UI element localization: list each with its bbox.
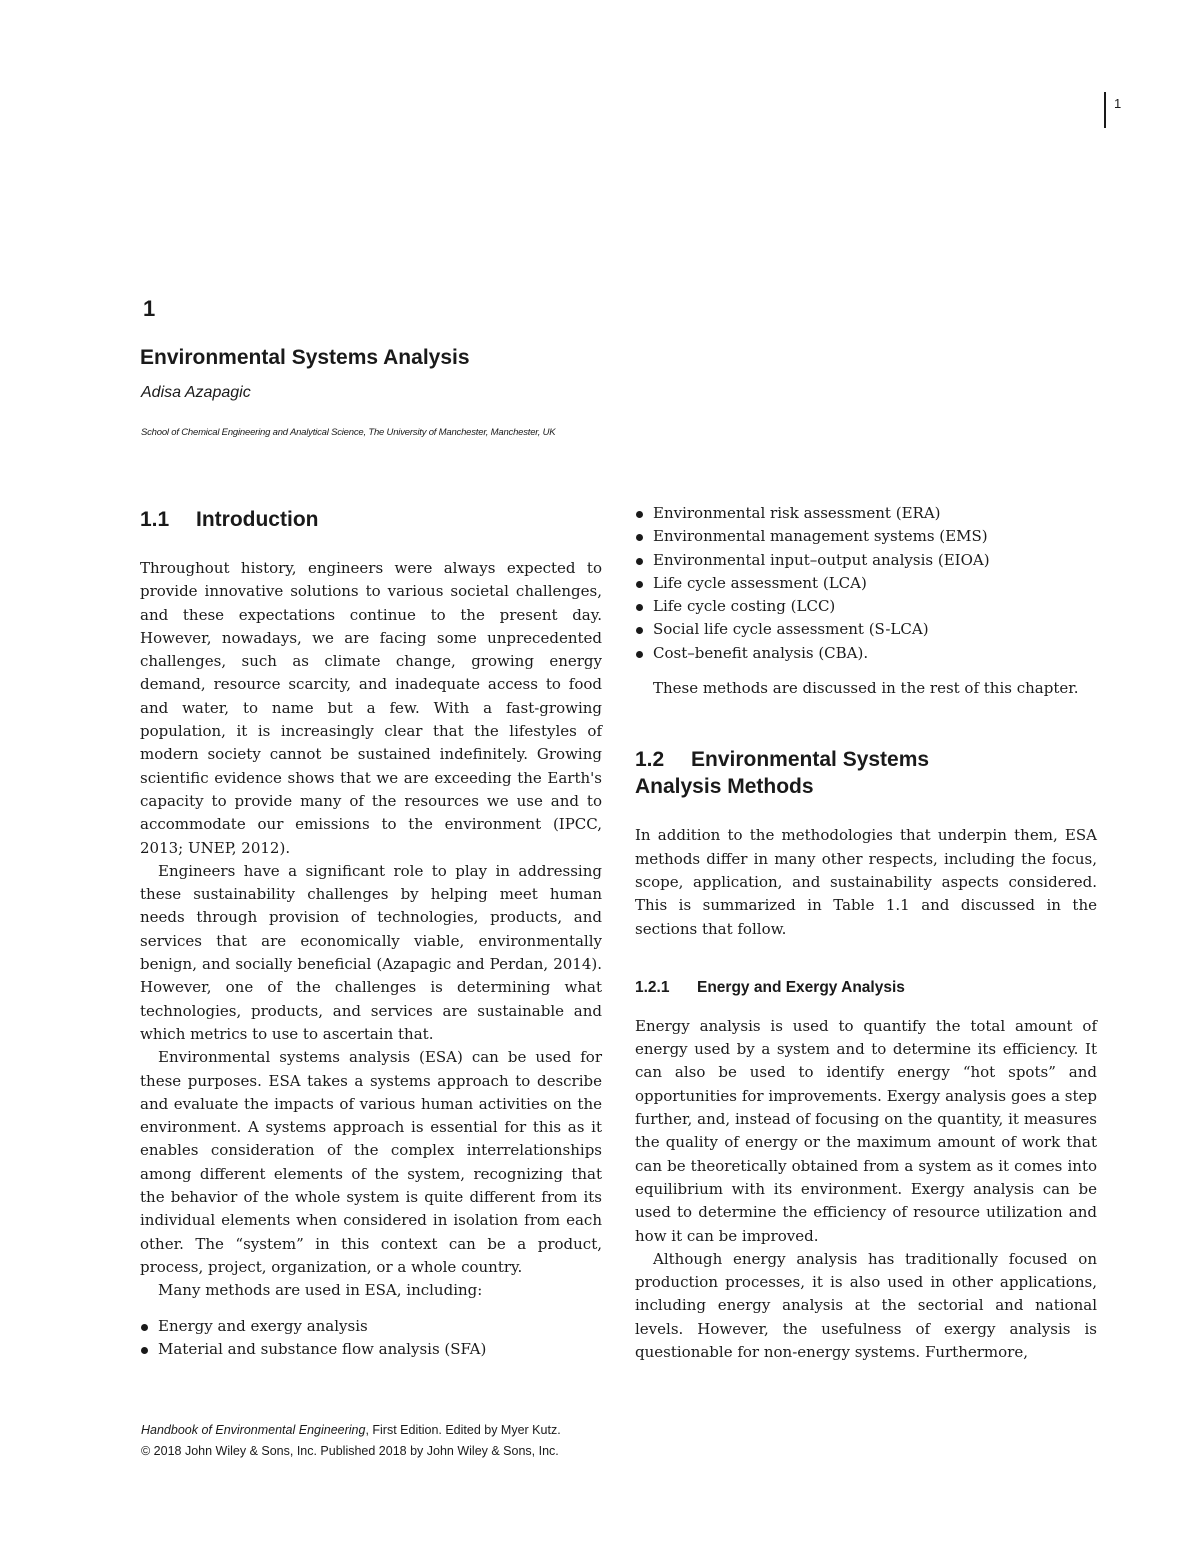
left-column <box>140 506 602 1361</box>
section-number: 1.1 <box>140 508 170 531</box>
intro-paragraph-2: Engineers have a significant role to play in addressing these sustainability challenges by helping meet human needs through provision of technologies, products, and services that are economically viable, environmentally benign, and socially beneficial (Azapagic and Perdan, 2014). However, one of the challenges is determining what technologies, products, and services are sustainable and which metrics to use to ascertain that. <box>140 861 602 1043</box>
esa-methods-paragraph: In addition to the methodologies that underpin them, ESA methods differ in many other respects, including the focus, scope, application, and sustainability aspects considered. This is summarized in Table 1.1 and discussed in the sections that follow. <box>635 826 1097 938</box>
bullet-icon <box>636 581 643 588</box>
section-title: Introduction <box>196 508 319 531</box>
page-number-rule <box>1104 92 1106 128</box>
chapter-author: Adisa Azapagic <box>141 384 251 401</box>
chapter-number: 1 <box>143 296 156 321</box>
methods-list-left <box>140 1315 602 1362</box>
section-heading-introduction <box>140 506 602 533</box>
energy-paragraph-2: Although energy analysis has traditionally focused on production processes, it is also used in other applications, including energy analysis at the sectorial and national levels. However, the usefulness of exergy analysis is questionable for non-energy systems. Furthermore, <box>635 1249 1097 1362</box>
bullet-icon <box>636 604 643 611</box>
list-item: Material and substance flow analysis (SFA) <box>140 1338 602 1361</box>
right-column <box>635 502 1097 1364</box>
list-item: Environmental management systems (EMS) <box>635 525 1097 548</box>
bullet-icon <box>636 511 643 518</box>
list-item: Life cycle costing (LCC) <box>635 595 1097 618</box>
list-item: Energy and exergy analysis <box>140 1315 602 1338</box>
chapter-title: Environmental Systems Analysis <box>140 346 470 369</box>
list-item: Environmental risk assessment (ERA) <box>635 502 1097 525</box>
methods-closing-paragraph: These methods are discussed in the rest of this chapter. <box>653 679 1079 698</box>
bullet-icon <box>636 627 643 634</box>
list-item: Social life cycle assessment (S-LCA) <box>635 618 1097 641</box>
energy-paragraph-1: Energy analysis is used to quantify the total amount of energy used by a system and to determine its efficiency. It can also be used to identify energy “hot spots” and opportunities for improvements. Exergy analysis goes a step further, and, instead of focusing on the quantity, it measures the quality of energy or the maximum amount of work that can be theoretically obtained from a system as it comes into equilibrium with its environment. Exergy analysis can be used to determine the efficiency of resource utilization and how it can be improved. <box>635 1016 1097 1245</box>
bullet-icon <box>141 1324 148 1331</box>
footer-line-1: Handbook of Environmental Engineering, First Edition. Edited by Myer Kutz. <box>141 1423 561 1437</box>
intro-paragraph-3: Environmental systems analysis (ESA) can be used for these purposes. ESA takes a systems approach to describe and evaluate the impacts of various human activities on the environment. A systems approach is essential for this as it enables consideration of the complex interrelationships among different elements of the system, recognizing that the behavior of the whole system is quite different from its individual elements when considered in isolation from each other. The “system” in this context can be a product, process, project, organization, or a whole country. <box>140 1048 602 1276</box>
footer-copyright: © 2018 John Wiley & Sons, Inc. Published 2018 by John Wiley & Sons, Inc. <box>141 1444 559 1458</box>
list-item: Environmental input–output analysis (EIOA) <box>635 549 1097 572</box>
subsection-heading-energy-exergy <box>635 977 1097 999</box>
subsection-number: 1.2.1 <box>635 978 670 996</box>
page-number: 1 <box>1114 96 1122 111</box>
bullet-icon <box>636 651 643 658</box>
intro-paragraph-4: Many methods are used in ESA, including: <box>158 1281 483 1300</box>
bullet-icon <box>636 534 643 541</box>
methods-list-right <box>635 502 1097 665</box>
section-title-line-2: Analysis Methods <box>635 775 814 799</box>
section-heading-esa-methods <box>635 746 1097 800</box>
bullet-icon <box>636 558 643 565</box>
bullet-icon <box>141 1347 148 1354</box>
book-footer <box>141 1420 561 1462</box>
list-item: Cost–benefit analysis (CBA). <box>635 642 1097 665</box>
section-title-line-1: Environmental Systems <box>691 748 930 772</box>
subsection-title: Energy and Exergy Analysis <box>697 978 905 996</box>
intro-paragraph-1: Throughout history, engineers were always expected to provide innovative solutions to various societal challenges, and these expectations continue to the present day. However, nowadays, we are facing some unprecedented challenges, such as climate change, growing energy demand, resource scarcity, and inadequate access to food and water, to name but a few. With a fast-growing population, it is increasingly clear that the lifestyles of modern society cannot be sustained indefinitely. Growing scientific evidence shows that we are exceeding the Earth's capacity to provide many of the resources we use and to accommodate our emissions to the environment (IPCC, 2013; UNEP, 2012). <box>140 559 602 857</box>
book-title: Handbook of Environmental Engineering <box>141 1423 366 1437</box>
section-number: 1.2 <box>635 748 665 772</box>
author-affiliation: School of Chemical Engineering and Analytical Science, The University of Manchester, Manchester, UK <box>141 427 556 438</box>
list-item: Life cycle assessment (LCA) <box>635 572 1097 595</box>
